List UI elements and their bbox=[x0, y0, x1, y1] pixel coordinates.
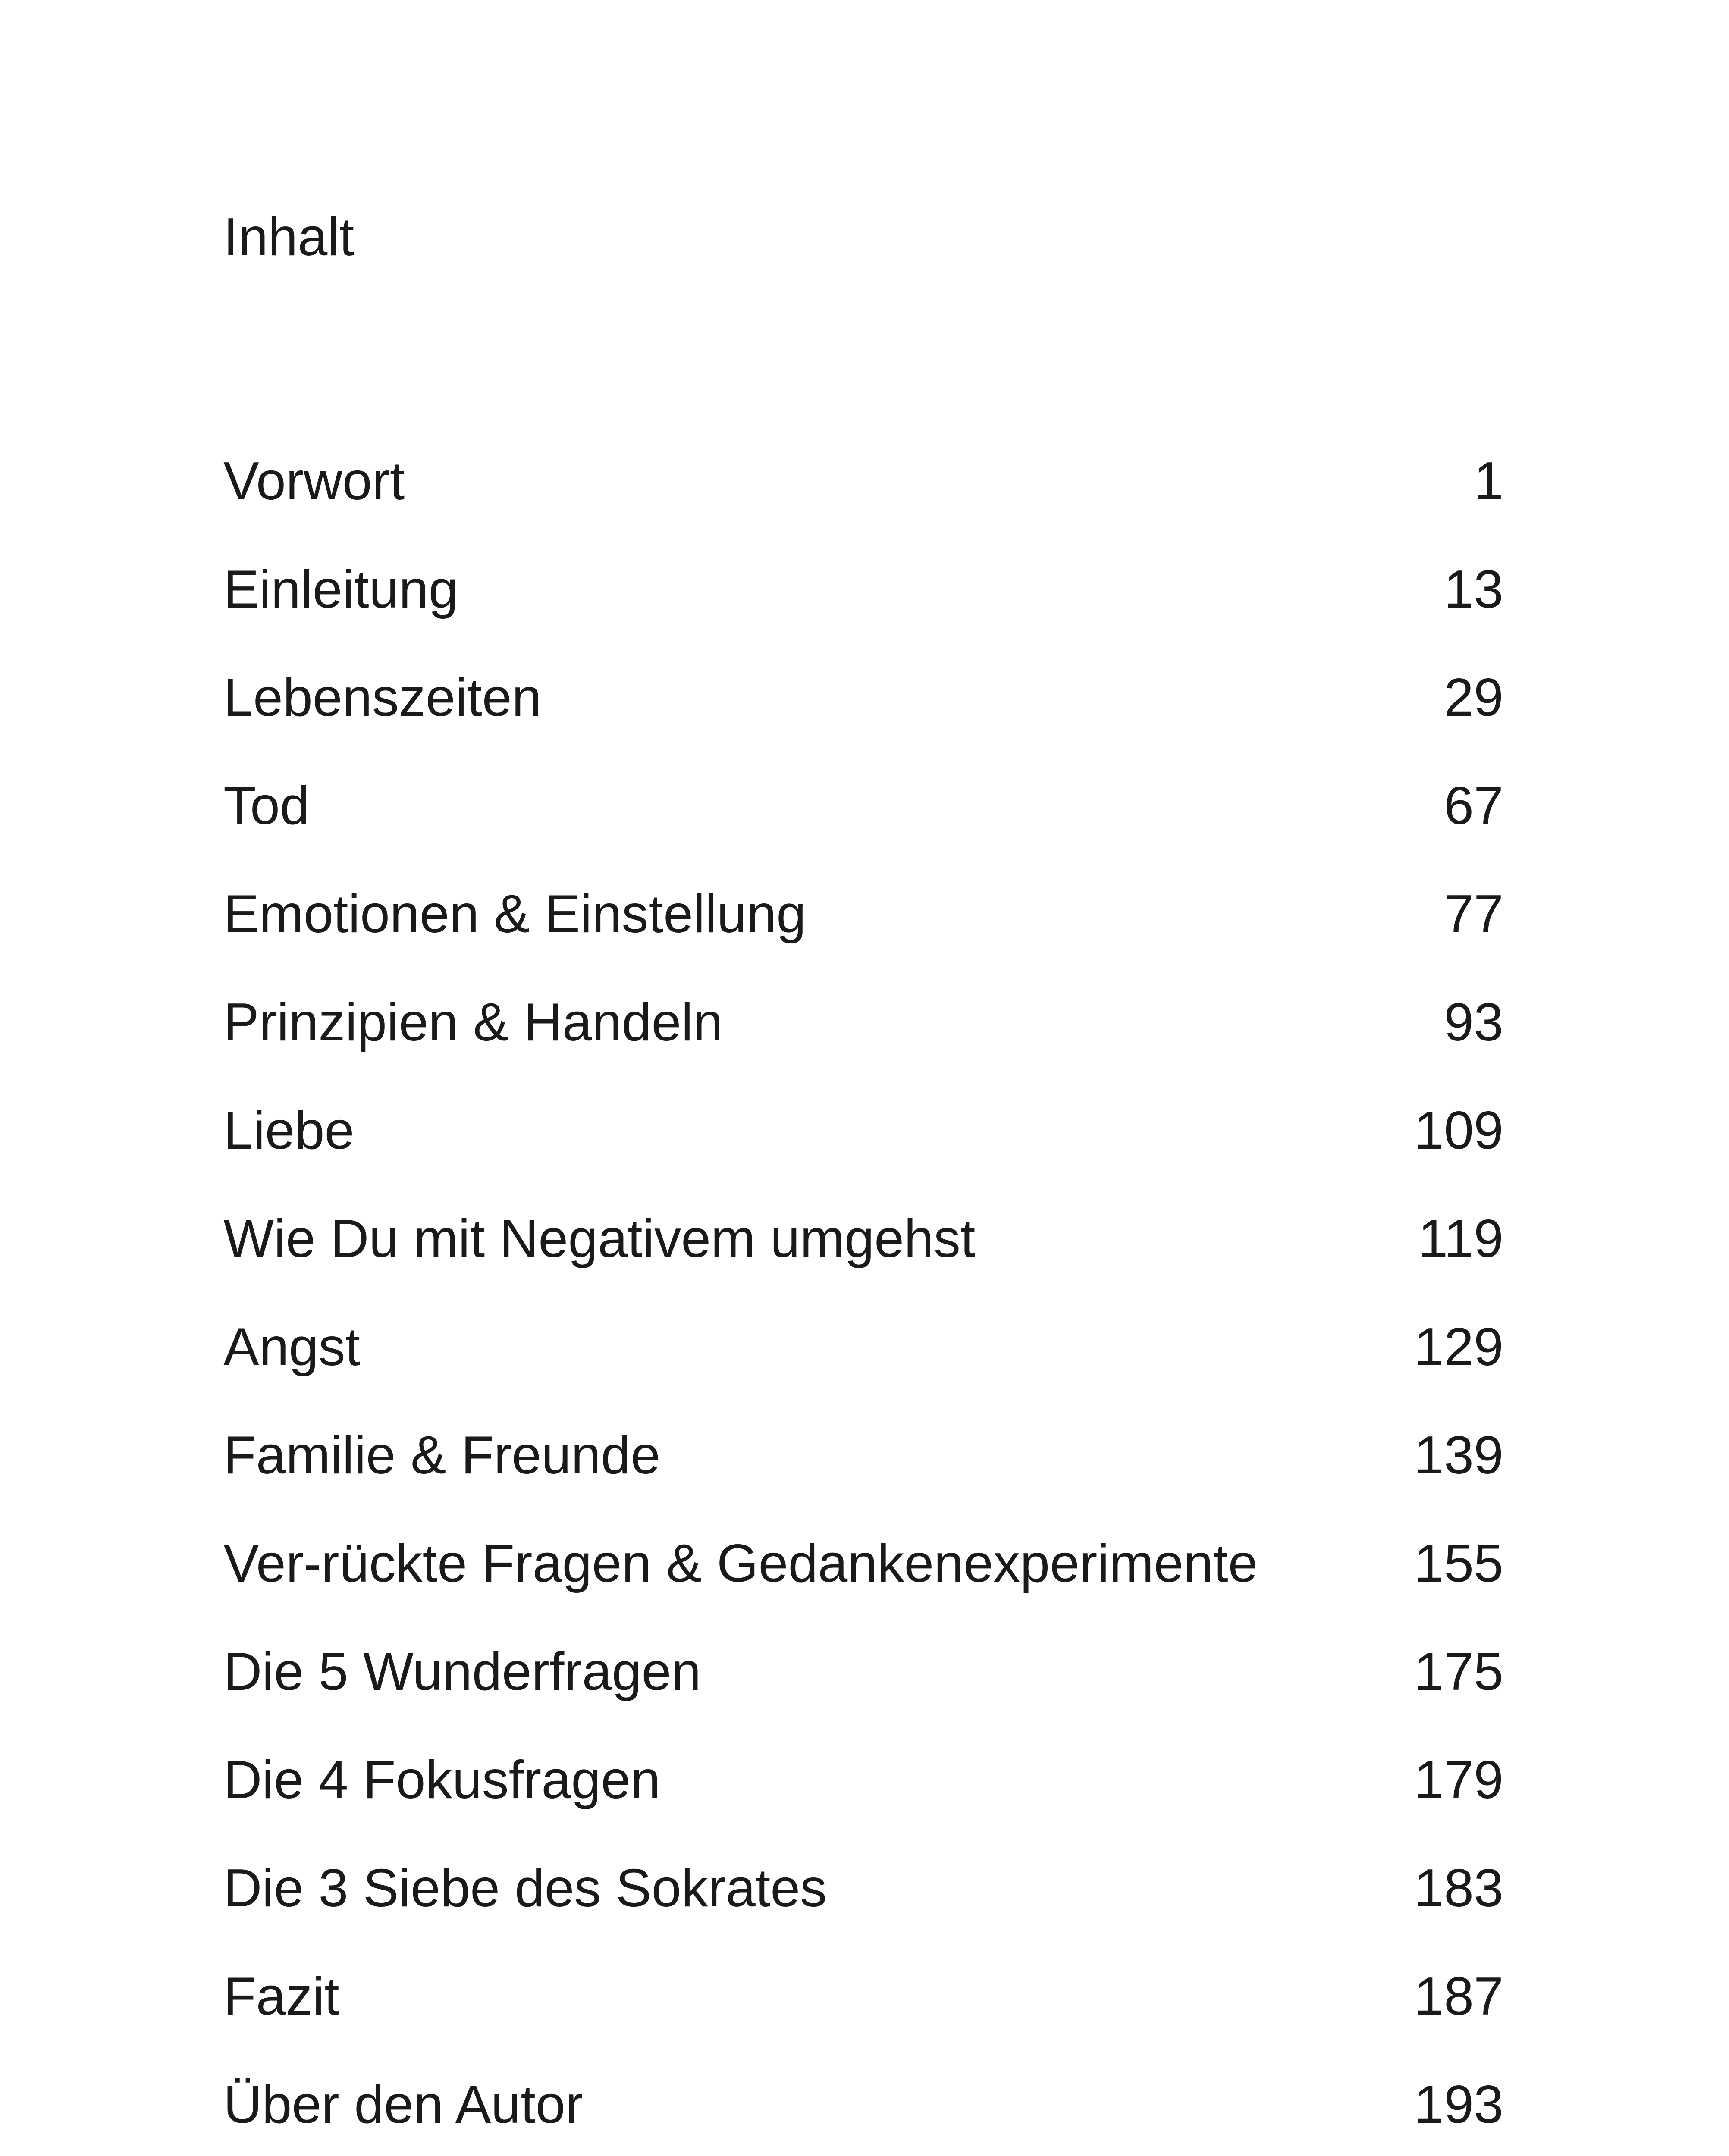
toc-entry bbox=[223, 427, 1503, 535]
toc-entry-title: Angst bbox=[223, 1317, 361, 1377]
toc-entry-title: Liebe bbox=[223, 1100, 355, 1160]
toc-entry-title: Familie & Freunde bbox=[223, 1425, 661, 1485]
toc-entry-title: Einleitung bbox=[223, 559, 458, 619]
toc-entry bbox=[223, 1942, 1503, 2050]
toc-entry-page: 175 bbox=[1414, 1642, 1503, 1702]
toc-entry bbox=[223, 860, 1503, 968]
toc-entry-page: 155 bbox=[1414, 1533, 1503, 1593]
toc-entry bbox=[223, 1185, 1503, 1293]
toc-entry-title: Lebenszeiten bbox=[223, 667, 542, 727]
toc-entry bbox=[223, 535, 1503, 643]
toc-entry-page: 77 bbox=[1444, 884, 1503, 944]
toc-entry-title: Wie Du mit Negativem umgehst bbox=[223, 1209, 976, 1269]
toc-entry bbox=[223, 1293, 1503, 1401]
toc-entry-title: Tod bbox=[223, 776, 310, 836]
toc-entry bbox=[223, 643, 1503, 752]
toc-entry bbox=[223, 752, 1503, 860]
toc-entry bbox=[223, 968, 1503, 1076]
toc-entry-title: Über den Autor bbox=[223, 2075, 584, 2134]
toc-entry-title: Ver-rückte Fragen & Gedankenexperimente bbox=[223, 1533, 1258, 1593]
toc-entry-page: 1 bbox=[1474, 451, 1503, 511]
toc-entry-page: 93 bbox=[1444, 992, 1503, 1052]
toc-entry bbox=[223, 1834, 1503, 1942]
toc-entry bbox=[223, 1726, 1503, 1834]
toc-entry-title: Die 3 Siebe des Sokrates bbox=[223, 1858, 827, 1918]
toc-entry bbox=[223, 1509, 1503, 1617]
toc-entry-page: 67 bbox=[1444, 776, 1503, 836]
toc-entry-page: 193 bbox=[1414, 2075, 1503, 2134]
toc-entry-title: Die 4 Fokusfragen bbox=[223, 1750, 661, 1810]
toc-heading: Inhalt bbox=[223, 207, 355, 267]
toc-entry-page: 29 bbox=[1444, 667, 1503, 727]
toc-entry-title: Die 5 Wunderfragen bbox=[223, 1642, 701, 1702]
toc-entry-page: 187 bbox=[1414, 1966, 1503, 2026]
toc-entry-title: Emotionen & Einstellung bbox=[223, 884, 806, 944]
toc-entry-page: 183 bbox=[1414, 1858, 1503, 1918]
toc-entry-page: 139 bbox=[1414, 1425, 1503, 1485]
toc-entry bbox=[223, 1617, 1503, 1726]
toc-entry-page: 13 bbox=[1444, 559, 1503, 619]
toc-entry-title: Vorwort bbox=[223, 451, 405, 511]
toc-entry-title: Fazit bbox=[223, 1966, 339, 2026]
toc-entry bbox=[223, 1401, 1503, 1509]
toc-entry-page: 119 bbox=[1418, 1209, 1503, 1269]
toc-entry-page: 109 bbox=[1414, 1100, 1503, 1160]
toc-entry-title: Prinzipien & Handeln bbox=[223, 992, 723, 1052]
toc-entry bbox=[223, 2050, 1503, 2156]
toc-entry-page: 179 bbox=[1414, 1750, 1503, 1810]
table-of-contents bbox=[223, 427, 1503, 2156]
toc-entry-page: 129 bbox=[1414, 1317, 1503, 1377]
toc-entry bbox=[223, 1076, 1503, 1185]
